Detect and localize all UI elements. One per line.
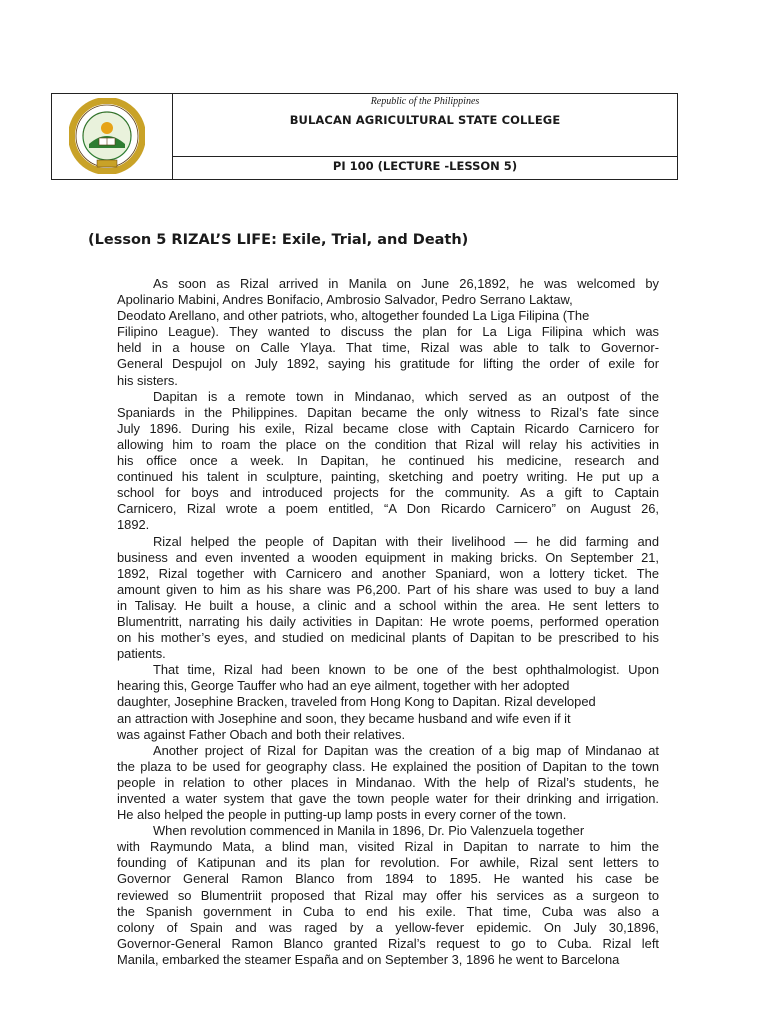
text-line: school for boys and introduced projects for the community. As a gift to Captain [117, 485, 659, 501]
text-line: colony of Spain and was raged by a yellow-fever epidemic. On July 30,1896, [117, 919, 659, 935]
header-title-cell [173, 94, 677, 157]
text-line: business and even invented a wooden equipment in making bricks. On September 21, [117, 549, 659, 565]
text-line: daughter, Josephine Bracken, traveled from Hong Kong to Dapitan. Rizal developed [117, 694, 596, 710]
text-line: hearing this, George Tauffer who had an eye ailment, together with her adopted [117, 678, 570, 694]
text-line: amount given to him as his share was P6,200. Part of his share was used to buy a land [117, 581, 659, 597]
text-line: Apolinario Mabini, Andres Bonifacio, Ambrosio Salvador, Pedro Serrano Laktaw, [117, 292, 573, 308]
text-line: That time, Rizal had been known to be one of the best ophthalmologist. Upon [153, 662, 659, 678]
text-line: He also helped the people in putting-up lamp posts in every corner of the town. [117, 807, 567, 823]
lesson-title: (Lesson 5 RIZAL’S LIFE: Exile, Trial, and Death) [88, 232, 469, 248]
text-line: Blumentritt, narrating his daily activities in Dapitan: He wrote poems, performed operation [117, 613, 659, 629]
text-line: July 1896. During his exile, Rizal became close with Captain Ricardo Carnicero for [117, 420, 659, 436]
text-line: continued his talent in sculpture, painting, sketching and poetry writing. He put up a [117, 469, 659, 485]
text-line: 1892. [117, 517, 150, 533]
text-line: an attraction with Josephine and soon, they became husband and wife even if it [117, 710, 571, 726]
college-name: BULACAN AGRICULTURAL STATE COLLEGE [289, 113, 561, 127]
text-line: patients. [117, 646, 166, 662]
logo-cell [52, 94, 173, 179]
header-table [51, 93, 678, 180]
text-line: Another project of Rizal for Dapitan was the creation of a big map of Mindanao at [153, 742, 659, 758]
text-line: his office once a week. In Dapitan, he continued his medicine, research and [117, 453, 659, 469]
text-line: As soon as Rizal arrived in Manila on June 26,1892, he was welcomed by [153, 276, 659, 291]
text-line: the Spanish government in Cuba to end his exile. That time, Cuba was also a [117, 903, 659, 919]
text-line: Spaniards in the Philippines. Dapitan became the only witness to Rizal’s fate since [117, 404, 659, 420]
text-line: people in relation to other places in Mindanao. With the help of Rizal’s students, he [117, 774, 659, 790]
text-line: in Talisay. He built a house, a clinic and a school within the area. He sent letters to [117, 597, 659, 613]
text-line: the plaza to be used for geography class. He explained the position of Dapitan to the town [117, 758, 659, 774]
text-line: Dapitan is a remote town in Mindanao, which served as an outpost of the [153, 388, 659, 404]
course-label: PI 100 (LECTURE -LESSON 5) [332, 159, 518, 173]
text-line: General Despujol on July 1892, saying his gratitude for lifting the order of exile for [117, 356, 659, 372]
text-line: Filipino League). They wanted to discuss the plan for La Liga Filipina which was [117, 324, 659, 340]
text-line: on his mother’s eyes, and studied on medicinal plants of Dapitan to be prescribed to his [117, 630, 659, 646]
text-line: reviewed so Blumentriit proposed that Rizal may offer his services as a surgeon to [117, 887, 659, 903]
college-seal-icon [69, 98, 145, 174]
republic-label: Republic of the Philippines [370, 96, 480, 107]
body-text [117, 276, 659, 968]
text-line: invented a water system that gave the town people water for their drinking and irrigation. [117, 791, 659, 806]
text-line: his sisters. [117, 372, 178, 388]
text-line: Governor General Ramon Blanco from 1894 to 1895. He wanted his case be [117, 871, 659, 887]
text-line: was against Father Obach and both their relatives. [117, 726, 406, 742]
text-line: founding of Katipunan and its plan for revolution. For awhile, Rizal sent letters to [117, 855, 659, 871]
text-line: Deodato Arellano, and other patriots, who, altogether founded La Liga Filipina (The [117, 308, 590, 324]
text-line: held in a house on Calle Ylaya. That time, Rizal was able to talk to Governor- [117, 340, 659, 356]
text-line: Rizal helped the people of Dapitan with their livelihood — he did farming and [153, 533, 659, 549]
text-line: allowing him to roam the place on the condition that Rizal will relay his activities in [117, 436, 659, 452]
text-line: Carnicero, Rizal wrote a poem entitled, “A Don Ricardo Carnicero” on August 26, [117, 501, 659, 517]
header-course-cell [173, 156, 677, 179]
text-line: When revolution commenced in Manila in 1896, Dr. Pio Valenzuela together [153, 823, 585, 839]
text-line: Manila, embarked the steamer España and on September 3, 1896 he went to Barcelona [117, 951, 620, 967]
text-line: Governor-General Ramon Blanco granted Rizal’s request to go to Cuba. Rizal left [117, 935, 659, 951]
text-line: 1892, Rizal together with Carnicero and another Spaniard, won a lottery ticket. The [117, 565, 659, 581]
text-line: with Raymundo Mata, a blind man, visited Rizal in Dapitan to narrate to him the [117, 839, 659, 855]
